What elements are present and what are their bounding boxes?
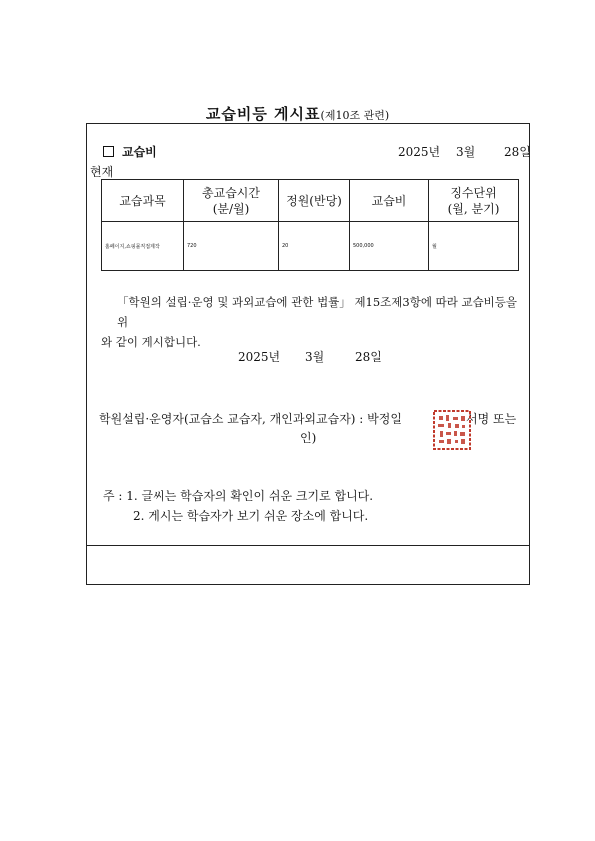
- document-title: [0, 103, 595, 124]
- header-subject: 교습과목: [102, 180, 184, 222]
- sign-day: 28일: [355, 350, 382, 364]
- header-total-hours: 총교습시간 (분/월): [184, 180, 279, 222]
- title-subtitle: (제10조 관련): [320, 109, 390, 122]
- cell-billing-unit: 월: [429, 222, 519, 271]
- notice-line-2: 와 같이 게시합니다.: [101, 335, 201, 349]
- table-row: [102, 222, 519, 271]
- cell-fee: 500,000: [350, 222, 429, 271]
- cell-capacity: 20: [279, 222, 350, 271]
- sign-year: 2025년: [238, 350, 281, 364]
- seal-stamp-icon: [432, 409, 472, 451]
- header-capacity: 정원(반당): [279, 180, 350, 222]
- header-billing-unit: 징수단위 (월, 분기): [429, 180, 519, 222]
- checkbox-icon: [103, 146, 114, 157]
- section-heading: [103, 143, 157, 160]
- cell-subject: 홈페이지,쇼핑몰직접제작: [102, 222, 184, 271]
- as-of-label: 현재: [90, 165, 114, 179]
- table-header-row: [102, 180, 519, 222]
- notice-line-1: 「학원의 설립·운영 및 과외교습에 관한 법률」 제15조제3항에 따라 교습비등을 위: [117, 295, 518, 329]
- signature-suffix-2: 인): [300, 431, 317, 445]
- notes-block: [103, 486, 373, 526]
- signature-suffix: 서명 또는: [466, 412, 517, 426]
- frame-divider: [86, 545, 530, 546]
- note-item-2: 2. 게시는 학습자가 보기 쉬운 장소에 합니다.: [133, 509, 369, 523]
- cell-total-hours: 720: [184, 222, 279, 271]
- notice-paragraph: [101, 292, 521, 352]
- header-fee: 교습비: [350, 180, 429, 222]
- notes-prefix: 주 :: [103, 489, 123, 503]
- section-label: 교습비: [122, 145, 157, 159]
- note-line-1: [103, 486, 373, 506]
- as-of-year: 2025년: [398, 145, 441, 159]
- title-main: 교습비등 게시표: [205, 105, 321, 123]
- as-of-day: 28일: [504, 145, 531, 159]
- note-item-1: 1. 글씨는 학습자의 확인이 쉬운 크기로 합니다.: [126, 489, 374, 503]
- fee-table: [101, 179, 519, 271]
- as-of-month: 3월: [456, 145, 476, 159]
- sign-month: 3월: [305, 350, 325, 364]
- operator-label: 학원설립·운영자(교습소 교습자, 개인과외교습자) : 박정일: [99, 412, 402, 426]
